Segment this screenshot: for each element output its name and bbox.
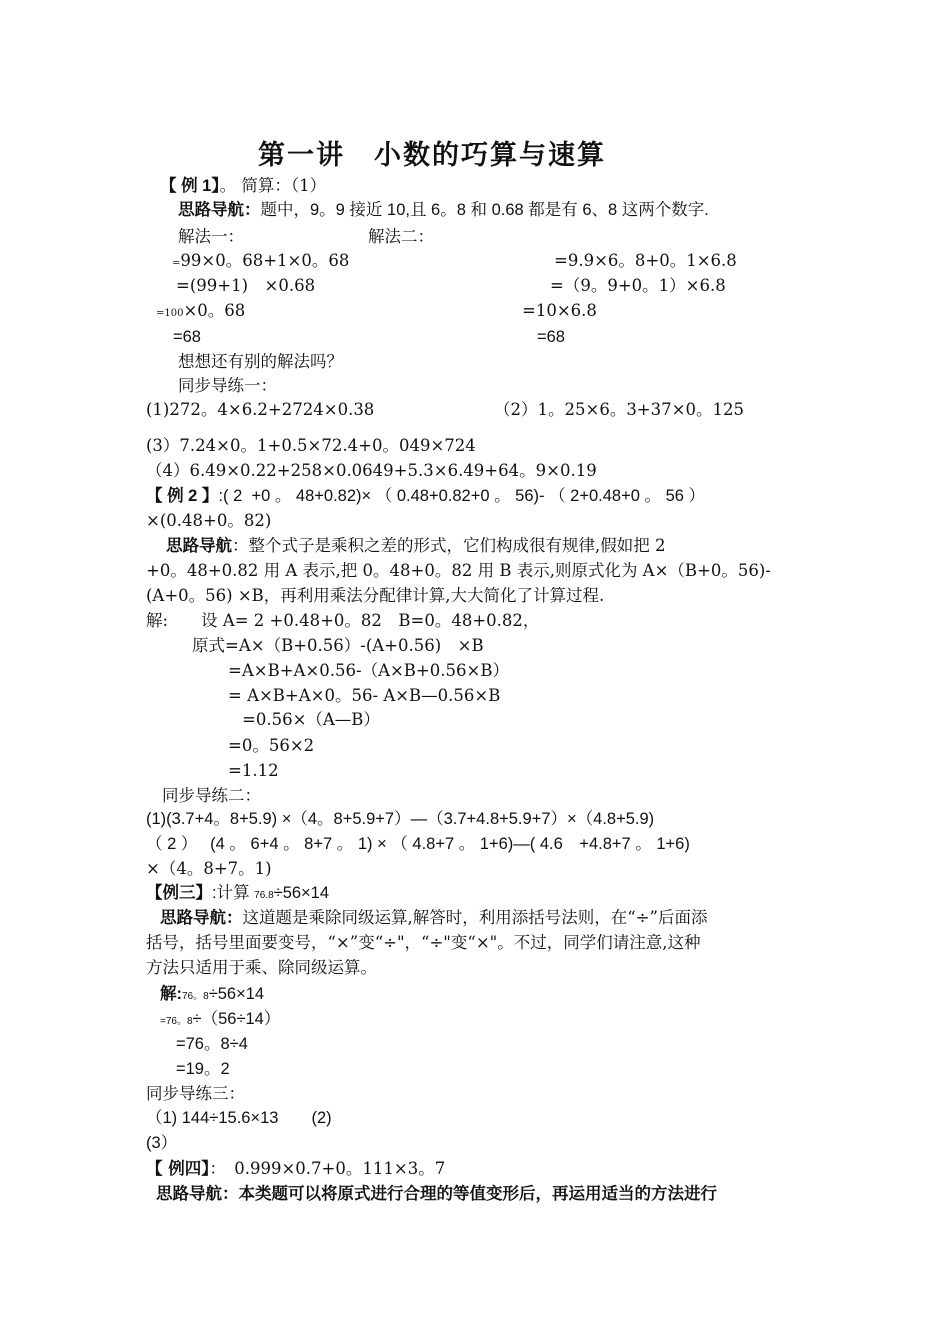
example-2-nav-2: +0。48+0.82 用 A 表示,把 0。48+0。82 用 B 表示,则原式化为 A×（B+0。56)- <box>146 561 771 580</box>
example-3-step-2: =76。8÷4 <box>176 1035 248 1053</box>
example-3-step-1: =76。8÷（56÷14） <box>160 1010 281 1028</box>
example-3-label: 【例三】 <box>146 883 212 902</box>
example-2-expression: :( 2 +0 。 48+0.82)× （ 0.48+0.82+0 。 56)- （ 2+0.48+0 。 56 ） <box>218 487 706 505</box>
method-2-label: 解法二： <box>368 227 434 246</box>
practice-1-q1: (1)272。4×6.2+2724×0.38 <box>146 400 375 419</box>
practice-2-q2-cont: ×（4。8+7。1) <box>146 859 272 878</box>
method-1-label: 解法一： <box>178 227 244 246</box>
practice-3-label: 同步导练三： <box>146 1084 245 1103</box>
practice-2-label: 同步导练二： <box>162 786 261 805</box>
example-2-nav-1: 思路导航：整个式子是乘积之差的形式，它们构成很有规律,假如把 2 <box>166 536 666 555</box>
page-title: 第一讲 小数的巧算与速算 <box>258 140 606 171</box>
example-1-nav-text: 题中，9。9 接近 10,且 6。8 和 0.68 都是有 6、8 这两个数字. <box>260 201 709 219</box>
method-2-step-4: =68 <box>537 328 565 346</box>
example-3-nav-1: 思路导航：这道题是乘除同级运算,解答时，利用添括号法则，在“÷”后面添 <box>160 908 708 927</box>
example-4-label: 【 例四】 <box>146 1159 210 1178</box>
example-3-step-3: =19。2 <box>176 1060 230 1078</box>
example-1-text: 。 简算：（1） <box>219 176 327 195</box>
example-1-label: 【 例 1】 <box>160 177 220 195</box>
practice-2-q1: (1)(3.7+4。8+5.9) ×（4。8+5.9+7）—（3.7+4.8+5.9+7）×（4.8+5.9) <box>146 810 655 828</box>
example-1-nav <box>178 199 709 221</box>
practice-3-q1: （1) 144÷15.6×13 (2) <box>146 1109 332 1127</box>
think-prompt: 想想还有别的解法吗？ <box>178 352 343 371</box>
method-2-step-2: =（9。9+0。1）×6.8 <box>550 276 726 295</box>
example-2-step-5: =0。56×2 <box>228 736 315 755</box>
method-1-step-3: =100×0。68 <box>156 301 246 320</box>
example-2-step-3: = A×B+A×0。56- A×B—0.56×B <box>228 686 501 705</box>
practice-1-q2: （2）1。25×6。3+37×0。125 <box>494 400 744 419</box>
example-4-heading <box>146 1158 445 1180</box>
practice-1-label: 同步导练一： <box>178 376 277 395</box>
method-1-step-1: =99×0。68+1×0。68 <box>172 251 350 270</box>
example-2-solution: 解: 设 A= 2 +0.48+0。82 B=0。48+0.82， <box>146 611 540 630</box>
example-2-step-6: =1.12 <box>228 761 279 780</box>
method-1-step-4: =68 <box>173 328 201 346</box>
example-2-heading <box>146 485 705 507</box>
example-3-heading: 【例三】:计算 76.8÷56×14 <box>146 883 330 902</box>
example-4-expression: ： 0.999×0.7+0。111×3。7 <box>209 1159 446 1178</box>
method-2-step-3: =10×6.8 <box>522 301 597 320</box>
example-2-step-2: =A×B+A×0.56-（A×B+0.56×B） <box>228 661 509 680</box>
example-2-label: 【 例 2 】 <box>146 487 219 505</box>
example-2-nav-3: (A+0。56) ×B，再利用乘法分配律计算,大大简化了计算过程. <box>146 586 605 605</box>
practice-1-q3: (3）7.24×0。1+0.5×72.4+0。049×724 <box>146 436 476 455</box>
example-1-nav-label: 思路导航： <box>178 201 261 219</box>
example-2-step-1: 原式=A×（B+0.56）-(A+0.56) ×B <box>192 636 484 655</box>
example-3-nav-3: 方法只适用于乘、除同级运算。 <box>146 958 377 977</box>
example-2-expression-cont: ×(0.48+0。82) <box>146 511 272 530</box>
example-3-nav-2: 括号，括号里面要变号，“×”变“÷"，“÷"变“×"。不过，同学们请注意,这种 <box>146 933 701 952</box>
example-4-nav: 思路导航：本类题可以将原式进行合理的等值变形后，再运用适当的方法进行 <box>156 1184 717 1203</box>
example-2-nav-label: 思路导航 <box>166 537 232 555</box>
practice-1-q4: （4）6.49×0.22+258×0.0649+5.3×6.49+64。9×0.19 <box>146 461 597 480</box>
method-2-step-1: =9.9×6。8+0。1×6.8 <box>554 251 737 270</box>
example-3-solution: 解:76。8÷56×14 <box>160 985 265 1003</box>
example-1-heading <box>160 175 326 197</box>
example-3-nav-label: 思路导航： <box>160 909 243 927</box>
practice-3-q3: (3） <box>146 1134 178 1152</box>
method-1-step-2: =(99+1) ×0.68 <box>176 276 316 295</box>
example-2-step-4: =0.56×（A—B） <box>242 710 380 729</box>
practice-2-q2: （ 2 ） (4 。 6+4 。 8+7 。 1) × （ 4.8+7 。 1+6)—( 4.6 +4.8+7 。 1+6) <box>146 835 690 853</box>
